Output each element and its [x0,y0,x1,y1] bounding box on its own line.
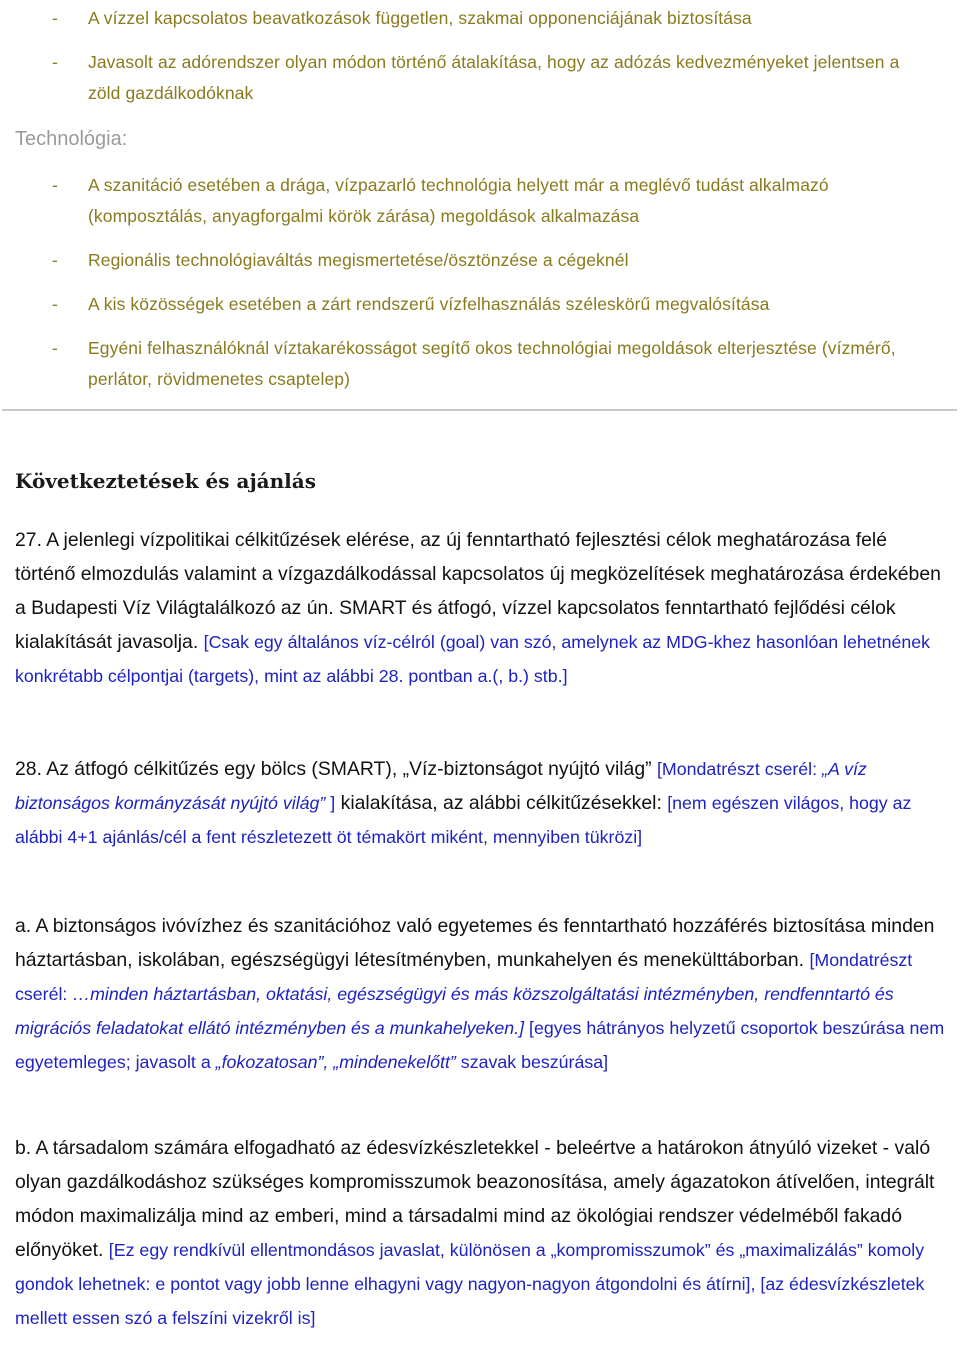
list-dash: - [52,250,58,270]
list-item [52,47,932,109]
list-item-text: A szanitáció esetében a drága, vízpazarló technológia helyett már a meglévő tudást alkalmazó (komposztálás, anyagforgalmi körök zárása) megoldások alkalmazása [88,175,829,226]
paragraph-28 [15,752,950,854]
comment-italic: …minden háztartásban, oktatási, egészségügyi és más közszolgáltatási intézményben, rendfenntartó és migrációs feladatokat ellátó intézményben és a munkahelyeken.] [15,984,894,1038]
list-item [52,170,932,232]
list-item [52,245,932,276]
paragraph-b [15,1131,950,1335]
list-item-text: Javasolt az adórendszer olyan módon történő átalakítása, hogy az adózás kedvezményeket jelentsen a zöld gazdálkodóknak [88,52,900,103]
reviewer-comment: [Csak egy általános víz-célról (goal) van szó, amelynek az MDG-khez hasonlóan lehetnének konkrétabb célpontjai (targets), mint az alábbi 28. pontban a.(, b.) stb.] [15,632,931,686]
comment-text: ] [330,793,336,813]
comment-text: [egyes hátrányos helyzetű csoportok beszúrása nem egyetemleges; javasolt a [15,1018,945,1072]
section-heading: Következtetések és ajánlás [15,469,316,493]
comment-text: szavak beszúrása] [460,1052,609,1072]
list-item-text: Regionális technológiaváltás megismertetése/ösztönzése a cégeknél [88,250,629,270]
divider [2,409,957,411]
comment-italic: „fokozatosan”, „mindenekelőtt” [215,1052,456,1072]
reviewer-comment: [Ez egy rendkívül ellentmondásos javaslat, különösen a „kompromisszumok” és „maximalizálás” komoly gondok lehetnek: e pontot vagy jobb lenne elhagyni vagy nagyon-nagyon átgondolni és átírni], [az édesvízkészletek mellett essen szó a felszíni vizekről is] [15,1240,925,1328]
reviewer-comment: [nem egészen világos, hogy az alábbi 4+1 ajánlás/cél a fent részletezett öt témakört miként, mennyiben tükrözi] [15,793,912,847]
list-item-text: Egyéni felhasználóknál víztakarékosságot segítő okos technológiai megoldások elterjesztése (vízmérő, perlátor, rövidmenetes csaptelep) [88,338,896,389]
paragraph-body: 27. A jelenlegi vízpolitikai célkitűzések elérése, az új fenntartható fejlesztési célok meghatározása felé történő elmozdulás valamint a vízgazdálkodással kapcsolatos új megközelítések meghatározása érdekében a Budapesti Víz Világtalálkozó az ún. SMART és átfogó, vízzel kapcsolatos fenntartható fejlődési célok kialakítását javasolja. [15,529,941,653]
paragraph-body: 28. Az átfogó célkitűzés egy bölcs (SMART), „Víz-biztonságot nyújtó világ” [15,758,652,780]
list-dash: - [52,8,58,28]
comment-text: [Mondatrészt cserél: [656,759,818,779]
list-item [52,333,932,395]
list-dash: - [52,338,58,358]
list-dash: - [52,52,58,72]
list-item [52,289,932,320]
paragraph-body: b. A társadalom számára elfogadható az édesvízkészletekkel - beleértve a határokon átnyúló vizeket - való olyan gazdálkodáshoz szükséges kompromisszumok beazonosítása, amely ágazatokon átívelően, integrált módon maximalizálja mind az emberi, mind a társadalmi mind az ökológiai rendszer védelméből fakadó előnyöket. [15,1137,935,1261]
list-item-text: A kis közösségek esetében a zárt rendszerű vízfelhasználás széleskörű megvalósítása [88,294,770,314]
list-item [52,3,932,34]
technologia-subheading: Technológia: [15,128,128,150]
paragraph-27 [15,523,950,693]
list-dash: - [52,175,58,195]
paragraph-body: a. A biztonságos ivóvízhez és szanitációhoz való egyetemes és fenntartható hozzáférés biztosítása minden háztartásban, iskolában, egészségügyi létesítményben, munkahelyen és menekülttáborban. [15,915,935,971]
list-dash: - [52,294,58,314]
paragraph-body: kialakítása, az alábbi célkitűzésekkel: [340,792,662,814]
comment-italic: „A víz biztonságos kormányzását nyújtó világ” [15,759,867,813]
paragraph-a [15,909,950,1079]
comment-text: [Mondatrészt cserél: [15,950,913,1004]
list-item-text: A vízzel kapcsolatos beavatkozások független, szakmai opponenciájának biztosítása [88,8,752,28]
